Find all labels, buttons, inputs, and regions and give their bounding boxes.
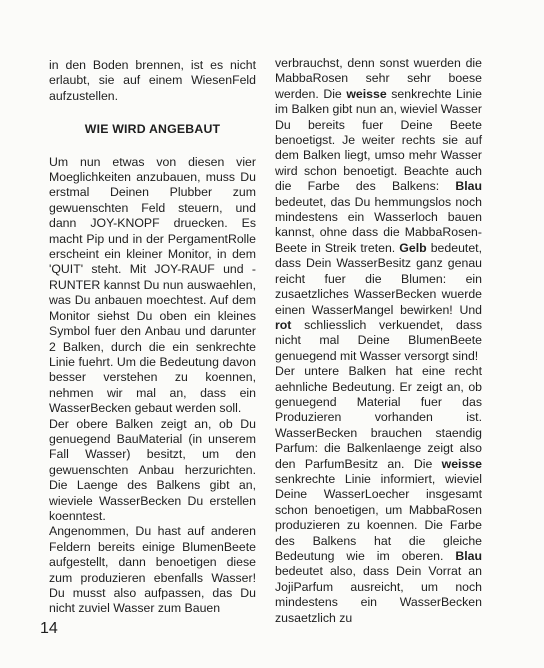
text-run: bedeutet also, dass Dein Vorrat an JojiParfum ausreicht, um noch mindestens ein WasserBecken zusaetzlich zu [275,564,482,625]
text-run: senkrechte Linie informiert, wieviel Deine WasserLoecher insgesamt schon benoetigen, um MabbaRosen produzieren zu koennen. Die Farbe des Balkens hat die gleiche Bedeutung wie im oberen. [275,471,482,563]
bold-word-weisse: weisse [346,86,387,101]
text-run: Der untere Balken hat eine recht aehnliche Bedeutung. Er zeigt an, ob genuegend Material fuer das Produzieren vorhanden ist. WasserBecken brauchen staendig Parfum: die Balkenlaenge zeigt also den ParfumBesitz an. Die [275,364,482,471]
bold-word-blau: Blau [455,179,482,194]
section-heading: WIE WIRD ANGEBAUT [84,122,221,137]
paragraph [275,56,482,364]
paragraph: Der obere Balken zeigt an, ob Du genuegend BauMaterial (in unserem Fall Wasser) besitzt, um den gewuenschten Anbau herzurichten. Die Laenge des Balkens gibt an, wieviele WasserBecken Du erstellen koenntest. [49,416,256,523]
bold-word-rot: rot [275,317,292,332]
bold-word-blau: Blau [455,549,482,563]
paragraph [275,364,482,626]
paragraph: in den Boden brennen, ist es nicht erlaubt, sie auf einem WiesenFeld aufzustellen. [49,58,256,103]
left-column [49,58,256,617]
paragraph: Angenommen, Du hast auf anderen Feldern bereits einige BlumenBeete aufgestellt, dann benoetigen diese zum produzieren ebenfalls Wasser! Du musst also aufpassen, das Du nicht zuviel Wasser zum Bauen [49,524,256,616]
text-run: bedeutet, dass Dein WasserBesitz ganz genau reicht fuer die Blumen: ein zusaetzliches WasserBecken wuerde einen WasserMangel bewirken! Und [275,240,482,317]
text-run: senkrechte Linie im Balken gibt nun an, wieviel Wasser Du bereits fuer Deine Beete benoetigst. Je weiter rechts sie auf dem Balken liegt, umso mehr Wasser wird schon benoetigt. Beachte auch die Farbe des Balkens: [275,86,482,194]
bold-word-gelb: Gelb [399,240,427,255]
page-number: 14 [40,620,58,637]
text-run: schliesslich verkuendet, dass nicht mal Deine BlumenBeete genuegend mit Wasser versorgt sind! [275,317,482,363]
right-column [275,56,482,626]
text-run: verbrauchst, denn sonst wuerden die MabbaRosen sehr sehr boese werden. Die [275,56,482,101]
text-run: bedeutet, das Du hemmungslos noch mindestens ein Wasserloch bauen kannst, ohne dass die MabbaRosen-Beete in Streik treten. [275,194,482,255]
paragraph: Um nun etwas von diesen vier Moeglichkeiten anzubauen, muss Du erstmal Deinen Plubber zum gewuenschten Feld steuern, und dann JOY-KNOPF druecken. Es macht Pip und in der PergamentRolle erscheint ein kleiner Monitor, in dem 'QUIT' steht. Mit JOY-RAUF und -RUNTER kannst Du nun auswaehlen, was Du anbauen moechtest. Auf dem Monitor siehst Du oben ein kleines Symbol fuer den Anbau und darunter 2 Balken, durch die ein senkrechte Linie fuehrt. Um die Bedeutung davon besser verstehen zu koennen, nehmen wir mal an, dass ein WasserBecken gebaut werden soll. [49,154,256,416]
bold-word-weisse: weisse [441,456,482,471]
